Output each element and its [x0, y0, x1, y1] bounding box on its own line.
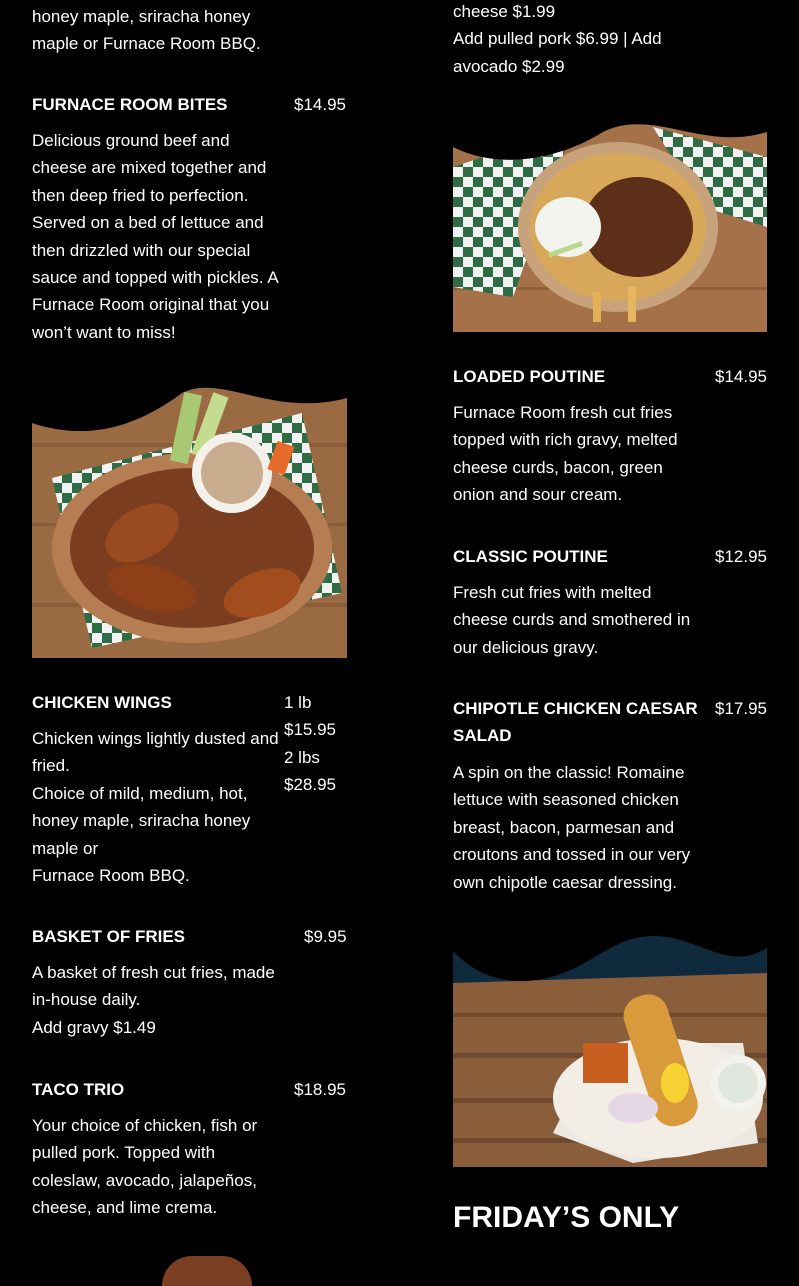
wings-flavor-continuation: honey maple, sriracha honey maple or Furnace Room BBQ.	[32, 7, 261, 54]
item-price-taco-trio: $18.95	[294, 1080, 346, 1099]
item-title-furnace-room-bites: FURNACE ROOM BITES	[32, 95, 228, 114]
fish-and-chips-photo	[453, 933, 767, 1167]
item-price-basket-of-fries: $9.95	[304, 927, 347, 946]
item-title-basket-of-fries: BASKET OF FRIES	[32, 927, 186, 946]
item-description-loaded-poutine: Furnace Room fresh cut fries topped with rich gravy, melted cheese curds, bacon, green onion and sour cream.	[453, 403, 678, 505]
item-description-basket-of-fries: A basket of fresh cut fries, made in-house daily. Add gravy $1.49	[32, 963, 275, 1037]
item-price-loaded-poutine: $14.95	[715, 367, 767, 386]
item-description-chicken-wings: Chicken wings lightly dusted and fried. Choice of mild, medium, hot, honey maple, sriracha honey maple or Furnace Room BBQ.	[32, 729, 279, 886]
next-food-photo-partial	[162, 1256, 252, 1286]
item-title-loaded-poutine: LOADED POUTINE	[453, 367, 606, 386]
salad-addons-continuation: cheese $1.99 Add pulled pork $6.99 | Add avocado $2.99	[453, 2, 662, 76]
item-price-chipotle-chicken-caesar-salad: $17.95	[715, 699, 767, 718]
item-description-chipotle-chicken-caesar-salad: A spin on the classic! Romaine lettuce with seasoned chicken breast, bacon, parmesan and croutons and tossed in our very own chipotle caesar dressing.	[453, 763, 691, 892]
item-description-taco-trio: Your choice of chicken, fish or pulled pork. Topped with coleslaw, avocado, jalapeños, cheese, and lime crema.	[32, 1116, 258, 1218]
poutine-photo	[453, 117, 767, 332]
section-heading-fridays-only: FRIDAY’S ONLY	[453, 1201, 680, 1234]
item-price-furnace-room-bites: $14.95	[294, 95, 346, 114]
item-title-classic-poutine: CLASSIC POUTINE	[453, 547, 608, 566]
item-description-classic-poutine: Fresh cut fries with melted cheese curds and smothered in our delicious gravy.	[453, 583, 691, 657]
chicken-wings-photo	[32, 383, 347, 658]
item-title-chicken-wings: CHICKEN WINGS	[32, 693, 172, 712]
item-price-chicken-wings: 1 lb $15.95 2 lbs $28.95	[284, 693, 336, 795]
item-title-chipotle-chicken-caesar-salad: CHIPOTLE CHICKEN CAESAR SALAD	[453, 699, 698, 746]
item-description-furnace-room-bites: Delicious ground beef and cheese are mixed together and then deep fried to perfection. Served on a bed of lettuce and then drizzled with our special sauce and topped with pickles. A Furnace Room original that you won’t want to miss!	[32, 131, 279, 342]
item-title-taco-trio: TACO TRIO	[32, 1080, 125, 1099]
item-price-classic-poutine: $12.95	[715, 547, 767, 566]
